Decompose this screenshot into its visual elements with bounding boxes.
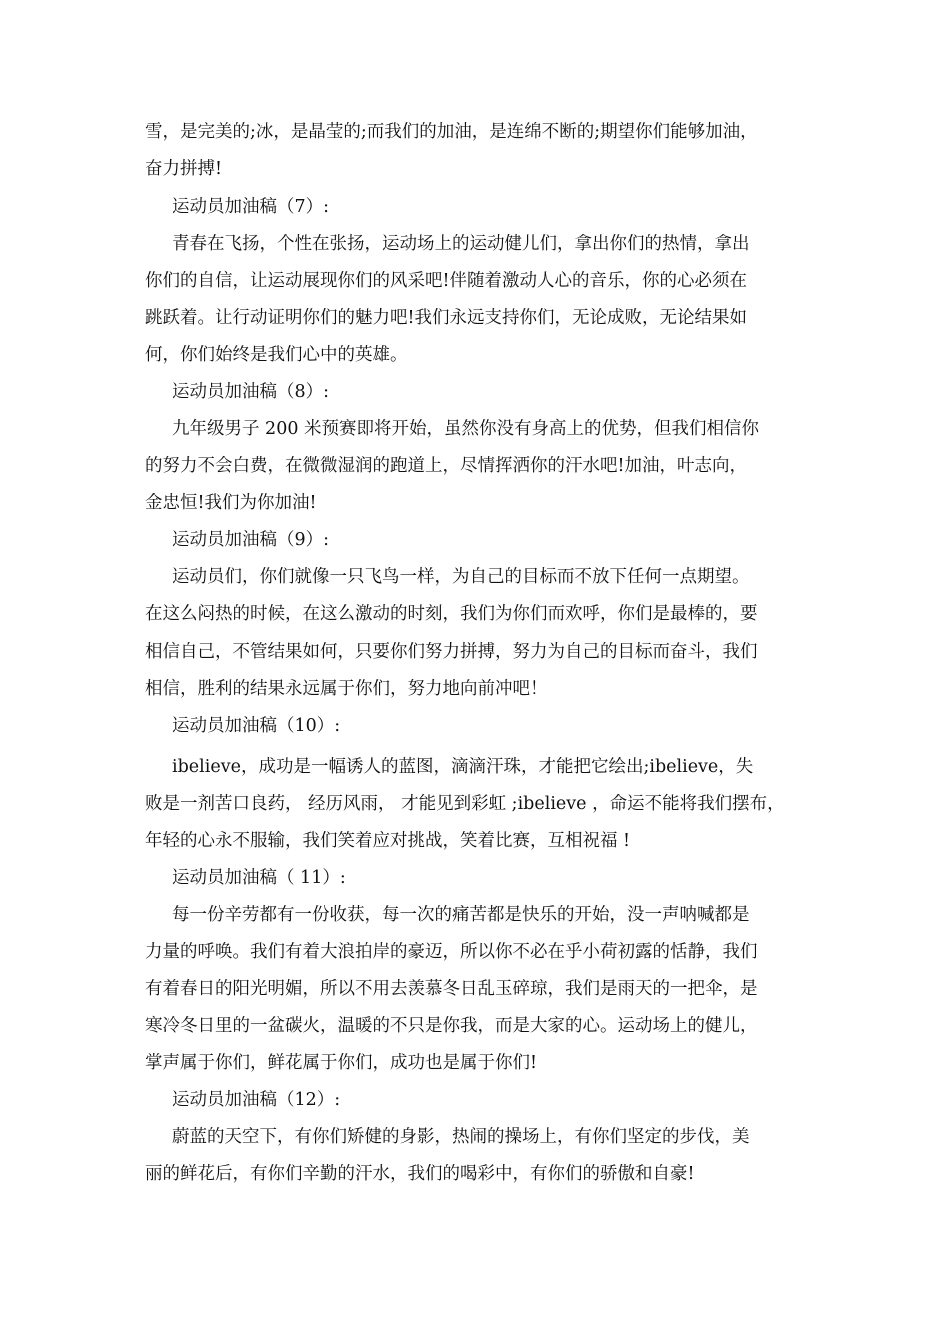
paragraph-line: 奋力拼搏! bbox=[145, 159, 223, 179]
paragraph-line: 在这么闷热的时候，在这么激动的时刻，我们为你们而欢呼，你们是最棒的，要 bbox=[145, 604, 758, 624]
paragraph-line: 丽的鲜花后，有你们辛勤的汗水，我们的喝彩中，有你们的骄傲和自豪! bbox=[145, 1164, 695, 1184]
section-heading: 运动员加油稿（10）: bbox=[172, 716, 341, 736]
paragraph-line: 蔚蓝的天空下，有你们矫健的身影，热闹的操场上，有你们坚定的步伐，美 bbox=[172, 1127, 750, 1147]
section-heading: 运动员加油稿（8）: bbox=[172, 382, 330, 402]
paragraph-line: 掌声属于你们，鲜花属于你们，成功也是属于你们! bbox=[145, 1053, 538, 1073]
paragraph-line: 何，你们始终是我们心中的英雄。 bbox=[145, 345, 408, 365]
paragraph-line: 每一份辛劳都有一份收获，每一次的痛苦都是快乐的开始，没一声呐喊都是 bbox=[172, 905, 750, 925]
paragraph-line: 你们的自信，让运动展现你们的风采吧!伴随着激动人心的音乐，你的心必须在 bbox=[145, 271, 748, 291]
paragraph-line: 九年级男子 200 米预赛即将开始，虽然你没有身高上的优势，但我们相信你 bbox=[172, 419, 760, 439]
paragraph-line: 力量的呼唤。我们有着大浪拍岸的豪迈，所以你不必在乎小荷初露的恬静，我们 bbox=[145, 942, 758, 962]
paragraph-line: 金忠恒!我们为你加油! bbox=[145, 493, 317, 513]
paragraph-line: 运动员们，你们就像一只飞鸟一样，为自己的目标而不放下任何一点期望。 bbox=[172, 567, 750, 587]
paragraph-line: 青春在飞扬，个性在张扬，运动场上的运动健儿们，拿出你们的热情，拿出 bbox=[172, 234, 750, 254]
paragraph-line: 相信，胜利的结果永远属于你们，努力地向前冲吧！ bbox=[145, 679, 548, 699]
section-heading: 运动员加油稿（ 11）: bbox=[172, 868, 346, 888]
paragraph-line: 败是一剂苦口良药， 经历风雨， 才能见到彩虹 ;ibelieve ，命运不能将我们摆布， bbox=[145, 794, 785, 814]
paragraph-line: ibelieve，成功是一幅诱人的蓝图，滴滴汗珠，才能把它绘出;ibelieve，失 bbox=[172, 757, 754, 777]
paragraph-line: 雪，是完美的;冰，是晶莹的;而我们的加油，是连绵不断的;期望你们能够加油， bbox=[145, 122, 758, 142]
paragraph-line: 跳跃着。让行动证明你们的魅力吧!我们永远支持你们，无论成败，无论结果如 bbox=[145, 308, 748, 328]
section-heading: 运动员加油稿（9）: bbox=[172, 530, 330, 550]
section-heading: 运动员加油稿（12）: bbox=[172, 1090, 341, 1110]
section-heading: 运动员加油稿（7）: bbox=[172, 197, 330, 217]
paragraph-line: 相信自己，不管结果如何，只要你们努力拼搏，努力为自己的目标而奋斗，我们 bbox=[145, 642, 758, 662]
paragraph-line: 有着春日的阳光明媚，所以不用去羡慕冬日乱玉碎琼，我们是雨天的一把伞，是 bbox=[145, 979, 758, 999]
paragraph-line: 的努力不会白费，在微微湿润的跑道上，尽情挥洒你的汗水吧!加油，叶志向， bbox=[145, 456, 748, 476]
paragraph-line: 年轻的心永不服输，我们笑着应对挑战，笑着比赛，互相祝福 ! bbox=[145, 831, 631, 851]
paragraph-line: 寒冷冬日里的一盆碳火，温暖的不只是你我，而是大家的心。运动场上的健儿， bbox=[145, 1016, 758, 1036]
